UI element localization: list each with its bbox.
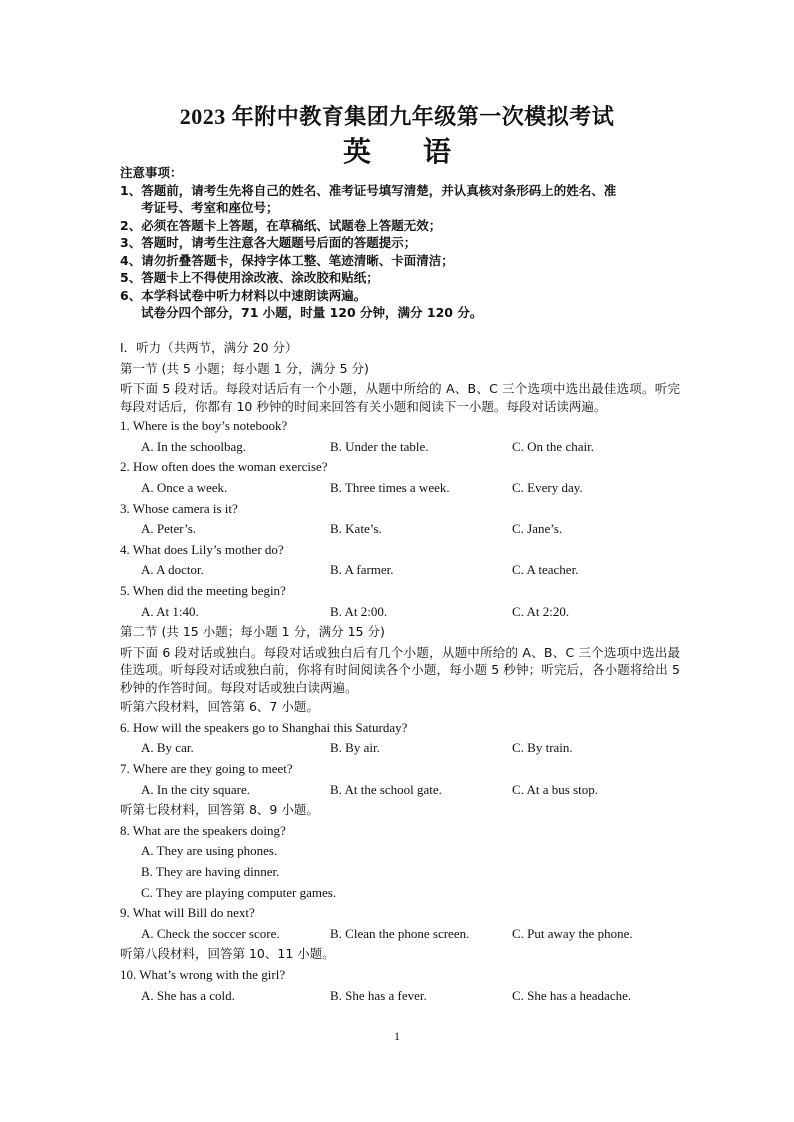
option-row bbox=[120, 437, 680, 458]
option-a: A. By car. bbox=[141, 740, 194, 756]
section-instruction: 听下面 5 段对话。每段对话后有一个小题，从题中所给的 A、B、C 三个选项中选出最佳选项。听完每段对话后，你都有 10 秒钟的时间来回答有关小题和阅读下一小题。每段对话读两遍。 bbox=[120, 381, 680, 414]
option-row bbox=[120, 602, 680, 623]
section-instruction: 听下面 6 段对话或独白。每段对话或独白后有几个小题，从题中所给的 A、B、C 三个选项中选出最佳选项。听每段对话或独白前，你将有时间阅读各个小题，每小题 5 秒钟；听完后，各小题将给出 5 秒钟的作答时间。每段对话或独白读两遍。 bbox=[120, 644, 680, 695]
option-row bbox=[120, 780, 680, 801]
option-b: B. At the school gate. bbox=[330, 781, 442, 797]
notice-item: 2、必须在答题卡上答题，在草稿纸、试题卷上答题无效； bbox=[120, 217, 442, 233]
option-a: A. Check the soccer score. bbox=[141, 925, 280, 941]
option-row bbox=[120, 924, 680, 945]
question-stem: 9. What will Bill do next? bbox=[120, 905, 255, 921]
subject-char-1: 英 bbox=[342, 135, 371, 168]
question-stem: 6. How will the speakers go to Shanghai this Saturday? bbox=[120, 719, 408, 735]
option-a: A. In the schoolbag. bbox=[141, 438, 247, 454]
option-c: C. She has a headache. bbox=[512, 987, 632, 1003]
notice-item: 5、答题卡上不得使用涂改液、涂改胶和贴纸； bbox=[120, 270, 379, 285]
option-row bbox=[120, 519, 680, 540]
question-stem: 4. What does Lily’s mother do? bbox=[120, 541, 284, 557]
option-c: C. Jane’s. bbox=[512, 521, 563, 537]
option-c: C. A teacher. bbox=[512, 562, 579, 578]
option-b: B. By air. bbox=[330, 740, 380, 756]
option-row bbox=[120, 478, 680, 499]
option-b: B. A farmer. bbox=[330, 562, 394, 578]
question-stem: 5. When did the meeting begin? bbox=[120, 582, 286, 598]
material-label: 听第七段材料，回答第 8、9 小题。 bbox=[120, 802, 319, 818]
option-b: B. Clean the phone screen. bbox=[330, 925, 470, 941]
option-b: B. She has a fever. bbox=[330, 987, 427, 1003]
question-stem: 1. Where is the boy’s notebook? bbox=[120, 418, 288, 434]
section-heading: 第二节 (共 15 小题；每小题 1 分，满分 15 分) bbox=[120, 624, 385, 640]
question-stem: 10. What’s wrong with the girl? bbox=[120, 966, 286, 982]
option-a: A. She has a cold. bbox=[141, 987, 235, 1003]
option-a: A. At 1:40. bbox=[141, 603, 199, 619]
option-b: B. They are having dinner. bbox=[141, 863, 280, 879]
material-label: 听第八段材料，回答第 10、11 小题。 bbox=[120, 946, 335, 962]
option-b: B. At 2:00. bbox=[330, 603, 388, 619]
option-c: C. By train. bbox=[512, 740, 573, 756]
option-row bbox=[120, 738, 680, 759]
option-a: A. In the city square. bbox=[141, 781, 251, 797]
notice-item: 6、本学科试卷中听力材料以中速朗读两遍。 bbox=[120, 287, 367, 303]
option-row bbox=[120, 986, 680, 1007]
option-c: C. On the chair. bbox=[512, 438, 594, 454]
notice-item: 考证号、考室和座位号； bbox=[141, 200, 279, 215]
page-number: 1 bbox=[394, 1029, 400, 1043]
option-c: C. At 2:20. bbox=[512, 603, 570, 619]
question-stem: 2. How often does the woman exercise? bbox=[120, 459, 328, 475]
material-label: 听第六段材料，回答第 6、7 小题。 bbox=[120, 699, 319, 715]
option-b: B. Under the table. bbox=[330, 438, 429, 454]
part-heading: I．听力（共两节，满分 20 分） bbox=[120, 340, 298, 355]
exam-title: 2023 年附中教育集团九年级第一次模拟考试 bbox=[179, 104, 615, 129]
option-c: C. Every day. bbox=[512, 479, 583, 495]
section-heading: 第一节 (共 5 小题；每小题 1 分，满分 5 分) bbox=[120, 360, 369, 376]
option-a: A. Peter’s. bbox=[141, 521, 197, 537]
question-stem: 7. Where are they going to meet? bbox=[120, 761, 293, 776]
subject-char-2: 语 bbox=[423, 135, 452, 168]
option-b: B. Three times a week. bbox=[330, 479, 450, 495]
listening-part bbox=[120, 338, 680, 1006]
option-c: C. They are playing computer games. bbox=[141, 884, 337, 900]
option-c: C. At a bus stop. bbox=[512, 781, 598, 797]
question-stem: 8. What are the speakers doing? bbox=[120, 822, 286, 838]
notice-heading: 注意事项： bbox=[120, 165, 183, 180]
question-stem: 3. Whose camera is it? bbox=[120, 500, 238, 516]
option-c: C. Put away the phone. bbox=[512, 925, 633, 941]
option-row bbox=[120, 560, 680, 581]
option-a: A. They are using phones. bbox=[141, 843, 278, 859]
option-a: A. A doctor. bbox=[141, 562, 204, 578]
notice-item: 1、答题前，请考生先将自己的姓名、准考证号填写清楚，并认真核对条形码上的姓名、准 bbox=[120, 182, 617, 198]
option-b: B. Kate’s. bbox=[330, 521, 382, 537]
notice-section bbox=[120, 164, 680, 322]
notice-item: 4、请勿折叠答题卡，保持字体工整、笔迹清晰、卡面清洁； bbox=[120, 252, 454, 268]
notice-item: 3、答题时，请考生注意各大题题号后面的答题提示； bbox=[120, 235, 417, 250]
notice-item: 试卷分四个部分，71 小题，时量 120 分钟，满分 120 分。 bbox=[141, 305, 483, 320]
option-a: A. Once a week. bbox=[141, 479, 228, 495]
